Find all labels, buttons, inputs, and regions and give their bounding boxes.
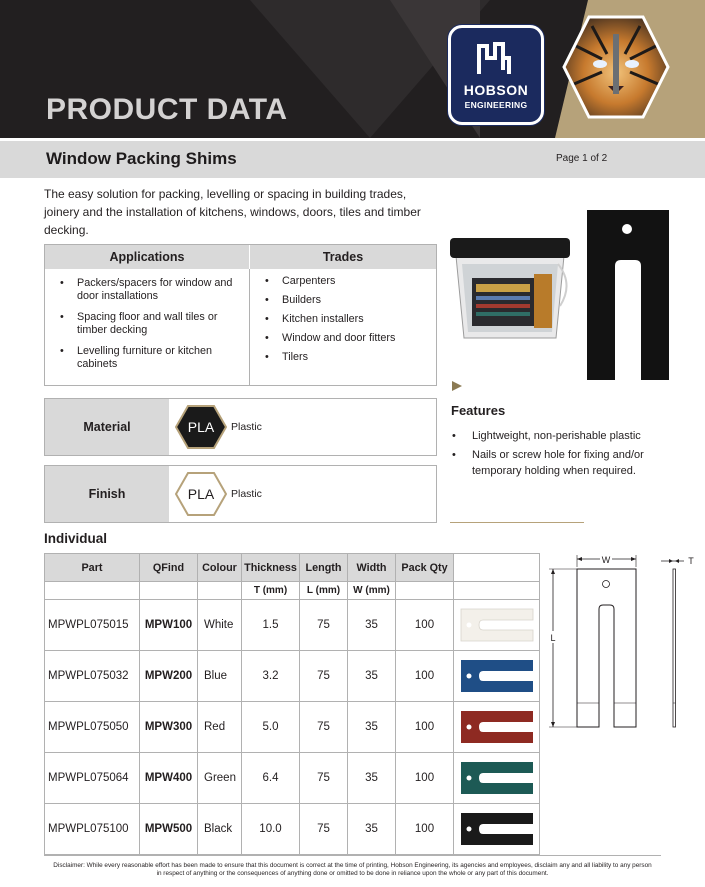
cell-pack-qty: 100 [396,804,454,855]
cell-colour: Blue [198,651,242,702]
diagram-l-label: L [550,633,556,643]
cell-width: 35 [348,702,396,753]
cell-shim-image [454,600,540,651]
finish-value: Plastic [231,488,262,500]
cell-part: MPWPL075050 [45,702,140,753]
cell-pack-qty: 100 [396,753,454,804]
unit-cell [454,582,540,600]
cell-width: 35 [348,651,396,702]
unit-cell [45,582,140,600]
col-header-qfind: QFind [140,554,198,582]
shim-swatch-icon [459,759,535,797]
col-header-image [454,554,540,582]
logo-subtitle: ENGINEERING [464,100,528,110]
table-row [45,651,540,702]
shim-swatch-icon [459,657,535,695]
cell-qfind: MPW400 [140,753,198,804]
features-divider [450,522,584,523]
cell-qfind: MPW300 [140,702,198,753]
hobson-h-icon [475,40,519,76]
table-row [45,600,540,651]
footer-divider [44,855,661,856]
trade-item: • Carpenters [258,275,430,288]
cell-qfind: MPW500 [140,804,198,855]
cell-thickness: 3.2 [242,651,300,702]
feature-item: • Nails or screw hole for fixing and/or temporary holding when required. [448,447,648,480]
page-number: Page 1 of 2 [556,153,608,164]
cell-length: 75 [300,804,348,855]
trade-item: • Window and door fitters [258,332,430,345]
cell-pack-qty: 100 [396,600,454,651]
application-item: • Spacing floor and wall tiles or timber decking [53,311,243,337]
cell-part: MPWPL075032 [45,651,140,702]
unit-length: L (mm) [300,582,348,600]
cell-qfind: MPW200 [140,651,198,702]
material-value: Plastic [231,421,262,433]
cell-shim-image [454,702,540,753]
cell-colour: Green [198,753,242,804]
features-list [448,428,648,482]
intro-paragraph: The easy solution for packing, levelling or spacing in building trades, joinery and the installation of kitchens, windows, doors, tiles and timber decking. [44,187,421,237]
material-row [44,398,437,456]
applications-trades-table [44,244,437,386]
cell-pack-qty: 100 [396,651,454,702]
features-title: Features [451,403,506,418]
cell-shim-image [454,804,540,855]
gold-arrow-icon [452,381,462,391]
cell-shim-image [454,753,540,804]
individual-section-title: Individual [44,531,108,546]
cell-part: MPWPL075015 [45,600,140,651]
shim-swatch-icon [459,810,535,848]
trades-column [250,269,436,385]
applications-heading: Applications [45,245,250,269]
cell-length: 75 [300,702,348,753]
cell-colour: White [198,600,242,651]
cell-pack-qty: 100 [396,702,454,753]
trades-heading: Trades [250,245,436,269]
cell-colour: Black [198,804,242,855]
cell-part: MPWPL075064 [45,753,140,804]
unit-thickness: T (mm) [242,582,300,600]
col-header-part: Part [45,554,140,582]
finish-label: Finish [45,466,169,522]
cell-thickness: 10.0 [242,804,300,855]
cell-colour: Red [198,702,242,753]
hobson-logo [448,25,544,125]
col-header-pack-qty: Pack Qty [396,554,454,582]
material-label: Material [45,399,169,455]
cell-shim-image [454,651,540,702]
header-title: PRODUCT DATA [46,93,288,126]
cell-width: 35 [348,600,396,651]
shim-bucket-image [448,234,572,344]
trade-item: • Builders [258,294,430,307]
cell-width: 35 [348,804,396,855]
cell-length: 75 [300,600,348,651]
unit-cell [140,582,198,600]
cell-part: MPWPL075100 [45,804,140,855]
application-item: • Packers/spacers for window and door installations [53,277,243,303]
diagram-t-label: T [688,556,694,566]
disclaimer-text: Disclaimer: While every reasonable effort has been made to ensure that this document is correct at the time of printing, Hobson Engineering, its agencies and employees, disclaim any and all liability to any person in respect of anything or the consequences of anything done or omitted to be done in reliance upon the whole or any part of this document. [53,862,652,877]
logo-name: HOBSON [463,82,529,98]
product-table [44,553,540,855]
shim-dimension-diagram [544,553,704,733]
col-header-length: Length [300,554,348,582]
col-header-colour: Colour [198,554,242,582]
cell-length: 75 [300,753,348,804]
cell-thickness: 5.0 [242,702,300,753]
feature-item: • Lightweight, non-perishable plastic [448,428,648,445]
document-title: Window Packing Shims [46,149,237,168]
pla-hexagon-badge-filled [175,404,227,450]
unit-cell [198,582,242,600]
trade-item: • Tilers [258,351,430,364]
cell-length: 75 [300,651,348,702]
cell-thickness: 6.4 [242,753,300,804]
table-row [45,702,540,753]
pla-hexagon-badge-outline [175,471,227,517]
diagram-w-label: W [601,555,611,565]
table-row [45,804,540,855]
material-badge-text: PLA [187,419,215,435]
tiger-hexagon-image [562,14,670,120]
shim-swatch-icon [459,606,535,644]
col-header-width: Width [348,554,396,582]
finish-badge-text: PLA [187,486,215,502]
cell-width: 35 [348,753,396,804]
header-banner [0,0,705,138]
finish-row [44,465,437,523]
unit-width: W (mm) [348,582,396,600]
application-item: • Levelling furniture or kitchen cabinets [53,345,243,371]
shim-swatch-icon [459,708,535,746]
black-shim-image [585,208,671,383]
trade-item: • Kitchen installers [258,313,430,326]
applications-column [45,269,250,385]
document-title-bar [0,141,705,178]
unit-cell [396,582,454,600]
table-row [45,753,540,804]
col-header-thickness: Thickness [242,554,300,582]
cell-thickness: 1.5 [242,600,300,651]
cell-qfind: MPW100 [140,600,198,651]
